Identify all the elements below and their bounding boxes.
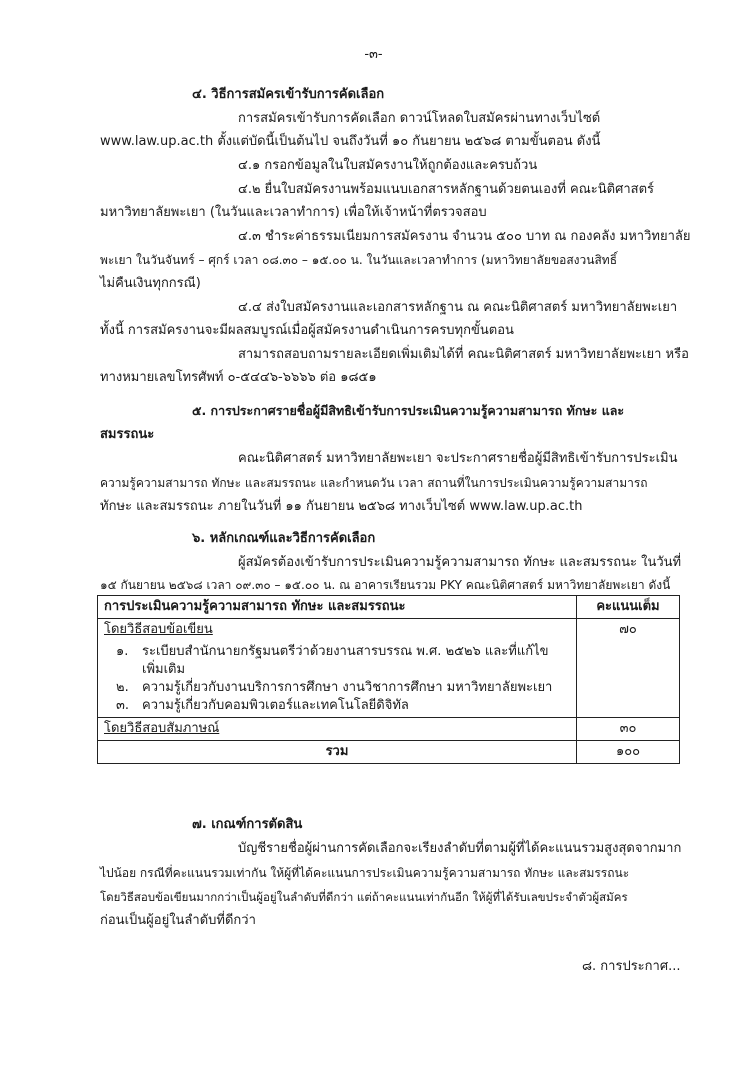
topic-1-text: ระเบียบสำนักนายกรัฐมนตรีว่าด้วยงานสารบรรณ พ.ศ. ๒๕๒๖ และที่แก้ไขเพิ่มเติม <box>142 644 549 677</box>
table-row-written-exam <box>98 619 680 642</box>
table-row-interview <box>98 718 680 741</box>
table-header-full-score: คะแนนเต็ม <box>577 596 680 619</box>
total-label: รวม <box>98 741 577 764</box>
section-5-body-line-3: ทักษะ และสมรรถนะ ภายในวันที่ ๑๑ กันยายน ๒๕๖๘ ทางเว็บไซต์ www.law.up.ac.th <box>100 499 583 514</box>
interview-label: โดยวิธีสอบสัมภาษณ์ <box>104 721 220 736</box>
section-7-body-line-4: ก่อนเป็นผู้อยู่ในลำดับที่ดีกว่า <box>100 913 256 928</box>
section-4-intro-line-2: www.law.up.ac.th ตั้งแต่บัดนี้เป็นต้นไป จนถึงวันที่ ๑๐ กันยายน ๒๕๖๘ ตามขั้นตอน ดังนี้ <box>100 134 601 149</box>
section-5-heading-line-2: สมรรถนะ <box>100 427 155 442</box>
table-header-assessment: การประเมินความรู้ความสามารถ ทักษะ และสมรรถนะ <box>98 596 577 619</box>
section-7-body-line-1: บัญชีรายชื่อผู้ผ่านการคัดเลือกจะเรียงลำดับที่ตามผู้ที่ได้คะแนนรวมสูงสุดจากมาก <box>238 841 682 856</box>
section-4-heading: ๔. วิธีการสมัครเข้ารับการคัดเลือก <box>192 87 385 102</box>
section-4-item-1: ๔.๑ กรอกข้อมูลในใบสมัครงานให้ถูกต้องและครบถ้วน <box>238 158 538 173</box>
section-7-body-line-2: ไปน้อย กรณีที่คะแนนรวมเท่ากัน ให้ผู้ที่ได้คะแนนการประเมินความรู้ความสามารถ ทักษะ และสมรรถนะ <box>100 866 630 880</box>
assessment-table <box>97 595 680 764</box>
section-6-body-line-2: ๑๕ กันยายน ๒๕๖๘ เวลา ๐๙.๓๐ – ๑๕.๐๐ น. ณ อาคารเรียนรวม PKY คณะนิติศาสตร์ มหาวิทยาลัยพะเยา ดังนี้ <box>100 578 671 592</box>
section-4-item-3-line-3: ไม่คืนเงินทุกกรณี) <box>100 276 201 291</box>
topic-3-text: ความรู้เกี่ยวกับคอมพิวเตอร์และเทคโนโลยีดิจิทัล <box>142 698 409 713</box>
table-row-written-topics <box>98 641 680 718</box>
section-4-item-2-line-2: มหาวิทยาลัยพะเยา (ในวันและเวลาทำการ) เพื่อให้เจ้าหน้าที่ตรวจสอบ <box>100 205 487 220</box>
section-4-item-3-line-1: ๔.๓ ชำระค่าธรรมเนียมการสมัครงาน จำนวน ๕๐๐ บาท ณ กองคลัง มหาวิทยาลัย <box>238 229 691 244</box>
section-7-body-line-3: โดยวิธีสอบข้อเขียนมากกว่าเป็นผู้อยู่ในลำดับที่ดีกว่า แต่ถ้าคะแนนเท่ากันอีก ให้ผู้ที่ได้รับเลขประจำตัวผู้สมัคร <box>100 890 628 904</box>
table-header-row <box>98 596 680 619</box>
section-6-body-line-1: ผู้สมัครต้องเข้ารับการประเมินความรู้ความสามารถ ทักษะ และสมรรถนะ ในวันที่ <box>238 555 682 570</box>
section-5-body-line-2: ความรู้ความสามารถ ทักษะ และสมรรถนะ และกำหนดวัน เวลา สถานที่ในการประเมินความรู้ความสามารถ <box>100 476 648 490</box>
section-4-intro-line-1: การสมัครเข้ารับการคัดเลือก ดาวน์โหลดใบสมัครผ่านทางเว็บไซต์ <box>238 111 601 126</box>
section-4-item-2-line-1: ๔.๒ ยื่นใบสมัครงานพร้อมแนบเอกสารหลักฐานด้วยตนเองที่ คณะนิติศาสตร์ <box>238 182 655 197</box>
section-4-item-3-line-2: พะเยา ในวันจันทร์ – ศุกร์ เวลา ๐๘.๓๐ – ๑๕.๐๐ น. ในวันและเวลาทำการ (มหาวิทยาลัยขอสงวนสิทธิ์ <box>100 253 618 267</box>
list-item: ๒. ความรู้เกี่ยวกับงานบริการการศึกษา งานวิชาการศึกษา มหาวิทยาลัยพะเยา <box>116 680 553 695</box>
total-score: ๑๐๐ <box>577 741 680 764</box>
written-exam-label: โดยวิธีสอบข้อเขียน <box>104 622 213 637</box>
written-exam-score: ๗๐ <box>577 619 680 642</box>
section-4-contact-line-2: ทางหมายเลขโทรศัพท์ ๐-๕๔๔๖-๖๖๖๖ ต่อ ๑๘๕๑ <box>100 370 377 385</box>
list-item: ๑. ระเบียบสำนักนายกรัฐมนตรีว่าด้วยงานสารบรรณ พ.ศ. ๒๕๒๖ และที่แก้ไขเพิ่มเติม <box>104 643 570 679</box>
page-number: -๓- <box>364 47 383 62</box>
section-5-body-line-1: คณะนิติศาสตร์ มหาวิทยาลัยพะเยา จะประกาศรายชื่อผู้มีสิทธิเข้ารับการประเมิน <box>238 451 678 466</box>
section-5-heading-line-1: ๕. การประกาศรายชื่อผู้มีสิทธิเข้ารับการประเมินความรู้ความสามารถ ทักษะ และ <box>192 403 625 418</box>
topic-2-text: ความรู้เกี่ยวกับงานบริการการศึกษา งานวิชาการศึกษา มหาวิทยาลัยพะเยา <box>142 680 553 695</box>
list-item: ๓. ความรู้เกี่ยวกับคอมพิวเตอร์และเทคโนโลยีดิจิทัล <box>116 698 409 713</box>
table-row-total <box>98 741 680 764</box>
section-4-item-4-line-1: ๔.๔ ส่งใบสมัครงานและเอกสารหลักฐาน ณ คณะนิติศาสตร์ มหาวิทยาลัยพะเยา <box>238 300 678 315</box>
continuation-note: ๘. การประกาศ... <box>582 959 681 974</box>
section-7-heading: ๗. เกณฑ์การตัดสิน <box>192 817 303 832</box>
section-4-item-4-line-2: ทั้งนี้ การสมัครงานจะมีผลสมบูรณ์เมื่อผู้สมัครงานดำเนินการครบทุกขั้นตอน <box>100 323 514 338</box>
section-4-contact-line-1: สามารถสอบถามรายละเอียดเพิ่มเติมได้ที่ คณะนิติศาสตร์ มหาวิทยาลัยพะเยา หรือ <box>238 347 689 362</box>
section-6-heading: ๖. หลักเกณฑ์และวิธีการคัดเลือก <box>192 531 376 546</box>
interview-score: ๓๐ <box>577 718 680 741</box>
